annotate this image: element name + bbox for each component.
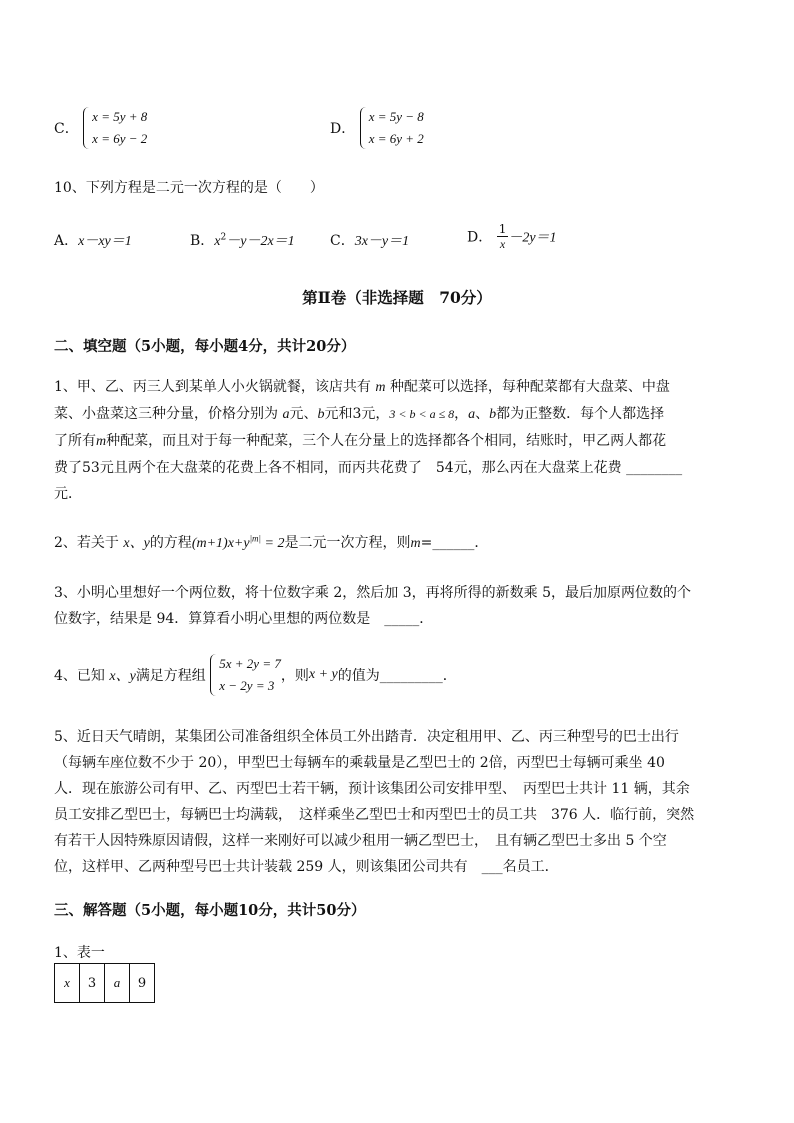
text-line: 位，这样甲、乙两种型号巴士共计装载 259 人，则该集团公司共有 ___名员工．	[54, 859, 559, 875]
text-line: 菜、小盘菜这三种分量，价格分别为 a元、b元和3元，3 < b < a ≤ 8，a、b都为正整数．每个人都选择	[54, 406, 665, 422]
option-label: D．	[330, 121, 356, 137]
fill-question-1	[54, 374, 744, 507]
option-expression: x	[214, 234, 221, 249]
table-row	[55, 964, 155, 1003]
option-label: C．	[54, 121, 79, 137]
text-line: 员工安排乙型巴士，每辆巴士均满载， 这样乘坐乙型巴士和丙型巴士的员工共 376 人．临行前，突然	[54, 807, 695, 823]
section3-heading: 三、解答题（5小题，每小题10分，共计50分）	[54, 902, 366, 919]
fill-question-3	[54, 580, 744, 632]
fraction	[497, 222, 509, 251]
equation-line: x = 6y + 2	[368, 131, 424, 146]
table-cell: a	[105, 964, 130, 1003]
equation-line: 5x + 2y = 7	[219, 656, 281, 671]
table-1	[54, 963, 155, 1003]
answer-question-1-label: 1、表一	[54, 945, 105, 961]
part2-title: 第Ⅱ卷（非选择题 70分）	[302, 288, 492, 307]
text-line: 人．现在旅游公司有甲、乙、丙型巴士若干辆，预计该集团公司安排甲型、 丙型巴士共计 11 辆，其余	[54, 781, 690, 797]
fraction-numerator: 1	[498, 222, 507, 236]
option-label: A．	[54, 233, 79, 249]
option-label: C．	[330, 233, 355, 249]
option-label: B．	[190, 233, 215, 249]
fill-question-5	[54, 724, 744, 880]
text-line: 有若干人因特殊原因请假，这样一来刚好可以减少租用一辆乙型巴士， 且有辆乙型巴士多出 5 个空	[54, 833, 667, 849]
q9-option-c	[54, 106, 147, 150]
q10-option-a	[54, 230, 132, 250]
text-line: 元．	[54, 486, 82, 502]
text-line: 了所有m种配菜，而且对于每一种配菜，三个人在分量上的选择都各个相同，结账时，甲乙两人都花	[54, 433, 667, 449]
table-cell: 9	[130, 964, 155, 1003]
equation-system	[360, 106, 424, 150]
fraction-denominator: x	[499, 237, 506, 251]
option-expression: x－xy＝1	[78, 234, 132, 249]
fill-question-2: 2、若关于 x、y的方程$(m+1)x+y^{|m|} = 2$是二元一次方程，则m=______．	[54, 533, 489, 551]
equation-line: x = 5y − 8	[368, 109, 424, 124]
option-expression: 3x－y＝1	[354, 234, 410, 249]
equation-line: x = 5y + 8	[92, 109, 148, 124]
text-line: （每辆车座位数不少于 20），甲型巴士每辆车的乘载量是乙型巴士的 2倍，丙型巴士每辆可乘坐 40	[54, 755, 665, 771]
equation-system	[83, 106, 147, 150]
text-line: 3、小明心里想好一个两位数，将十位数字乘 2，然后加 3，再将所得的新数乘 5，最后加原两位数的个	[54, 585, 691, 601]
option-expression: －2y＝1	[508, 230, 557, 246]
table-cell: x	[55, 964, 80, 1003]
text-line: 位数字，结果是 94．算算看小明心里想的两位数是 _____．	[54, 611, 434, 627]
equation-system	[210, 653, 281, 697]
equation-line: x = 6y − 2	[92, 131, 148, 146]
fill-question-4: 4、已知 x、y满足方程组 5x + 2y = 7 x − 2y = 3 ，则x + y的值为_________．	[54, 653, 457, 697]
equation-line: x − 2y = 3	[219, 678, 275, 693]
exponent: 2	[220, 232, 227, 243]
text-line: 费了53元且两个在大盘菜的花费上各不相同，而丙共花费了 54元，那么丙在大盘菜上花费 ________	[54, 460, 683, 476]
text-line: 1、甲、乙、丙三人到某单人小火锅就餐，该店共有 m 种配菜可以选择，每种配菜都有大盘菜、中盘	[54, 379, 670, 395]
q9-option-d	[330, 106, 424, 150]
option-expression: －y－2x＝1	[226, 234, 295, 249]
q10-option-c	[330, 230, 409, 250]
text-line: 5、近日天气晴朗，某集团公司准备组织全体员工外出踏青．决定租用甲、乙、丙三种型号的巴士出行	[54, 729, 679, 745]
q10-option-b	[190, 230, 295, 250]
table-cell: 3	[80, 964, 105, 1003]
section2-heading: 二、填空题（5小题，每小题4分，共计20分）	[54, 338, 356, 355]
q10-option-d	[467, 222, 557, 251]
q10-stem: 10、下列方程是二元一次方程的是（ ）	[54, 180, 324, 196]
option-label: D．	[467, 229, 493, 246]
